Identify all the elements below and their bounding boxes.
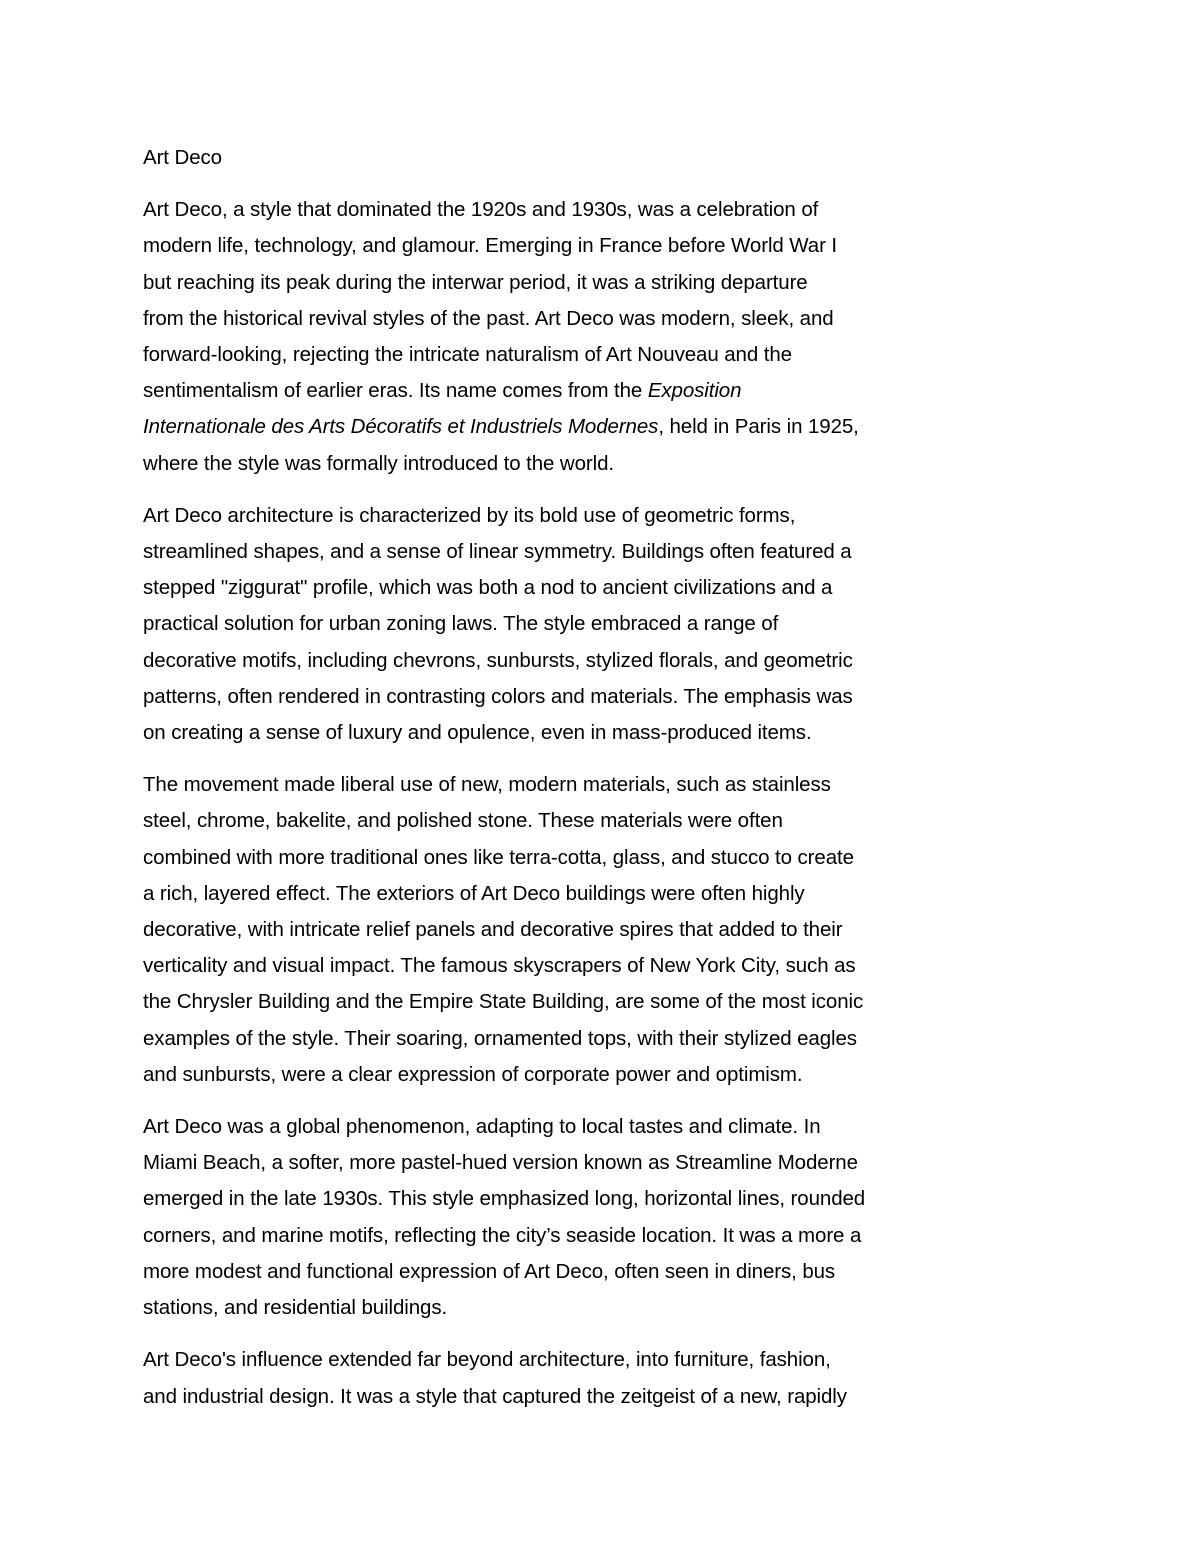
text-line: on creating a sense of luxury and opulence, even in mass-produced items.: [143, 721, 812, 745]
text-line: sentimentalism of earlier eras. Its name comes from the Exposition: [143, 379, 742, 403]
text-line: steel, chrome, bakelite, and polished stone. These materials were often: [143, 809, 783, 833]
paragraph-4: [143, 1109, 1063, 1326]
text-line: and sunbursts, were a clear expression of corporate power and optimism.: [143, 1062, 803, 1086]
text-line: combined with more traditional ones like terra-cotta, glass, and stucco to create: [143, 845, 854, 869]
text-line: stepped "ziggurat" profile, which was both a nod to ancient civilizations and a: [143, 576, 833, 600]
text-line: Art Deco's influence extended far beyond architecture, into furniture, fashion,: [143, 1348, 831, 1372]
text-line: but reaching its peak during the interwar period, it was a striking departure: [143, 270, 808, 294]
text-line: practical solution for urban zoning laws. The style embraced a range of: [143, 612, 779, 636]
text-line: forward-looking, rejecting the intricate naturalism of Art Nouveau and the: [143, 343, 792, 367]
exposition-title-italic: Internationale des Arts Décoratifs et Industriels Modernes: [143, 415, 659, 439]
text-line: Art Deco, a style that dominated the 1920s and 1930s, was a celebration of: [143, 198, 819, 222]
text-line: stations, and residential buildings.: [143, 1296, 448, 1320]
text-line: Art Deco architecture is characterized by its bold use of geometric forms,: [143, 503, 796, 527]
text-line: emerged in the late 1930s. This style emphasized long, horizontal lines, rounded: [143, 1187, 866, 1211]
text-line: decorative motifs, including chevrons, sunbursts, stylized florals, and geometric: [143, 648, 853, 672]
paragraph-1: [143, 192, 1063, 482]
text-line: The movement made liberal use of new, modern materials, such as stainless: [143, 773, 831, 797]
text-line: verticality and visual impact. The famous skyscrapers of New York City, such as: [143, 954, 856, 978]
paragraph-5: [143, 1342, 1063, 1414]
text-line: from the historical revival styles of the past. Art Deco was modern, sleek, and: [143, 306, 834, 330]
text-line: more modest and functional expression of Art Deco, often seen in diners, bus: [143, 1259, 836, 1283]
text-line: Miami Beach, a softer, more pastel-hued version known as Streamline Moderne: [143, 1151, 858, 1175]
text-line: the Chrysler Building and the Empire State Building, are some of the most iconic: [143, 990, 864, 1014]
document-body: [143, 140, 1063, 1431]
text-line: corners, and marine motifs, reflecting the city’s seaside location. It was a more a: [143, 1223, 862, 1247]
text-line: examples of the style. Their soaring, ornamented tops, with their stylized eagles: [143, 1026, 857, 1050]
paragraph-3: [143, 767, 1063, 1093]
text-line: a rich, layered effect. The exteriors of Art Deco buildings were often highly: [143, 881, 805, 905]
exposition-title-italic: Exposition: [647, 379, 742, 403]
document-title: Art Deco: [143, 146, 222, 169]
text-line: Internationale des Arts Décoratifs et Industriels Modernes, held in Paris in 1925,: [143, 415, 859, 439]
text-line: where the style was formally introduced to the world.: [143, 451, 614, 475]
text-line: patterns, often rendered in contrasting colors and materials. The emphasis was: [143, 684, 853, 708]
text-line: Art Deco was a global phenomenon, adapting to local tastes and climate. In: [143, 1115, 821, 1139]
text-line: streamlined shapes, and a sense of linear symmetry. Buildings often featured a: [143, 540, 852, 564]
text-line: decorative, with intricate relief panels and decorative spires that added to their: [143, 918, 843, 942]
text-line: modern life, technology, and glamour. Emerging in France before World War I: [143, 234, 838, 258]
paragraph-2: [143, 498, 1063, 751]
text-line: and industrial design. It was a style that captured the zeitgeist of a new, rapidly: [143, 1384, 847, 1408]
